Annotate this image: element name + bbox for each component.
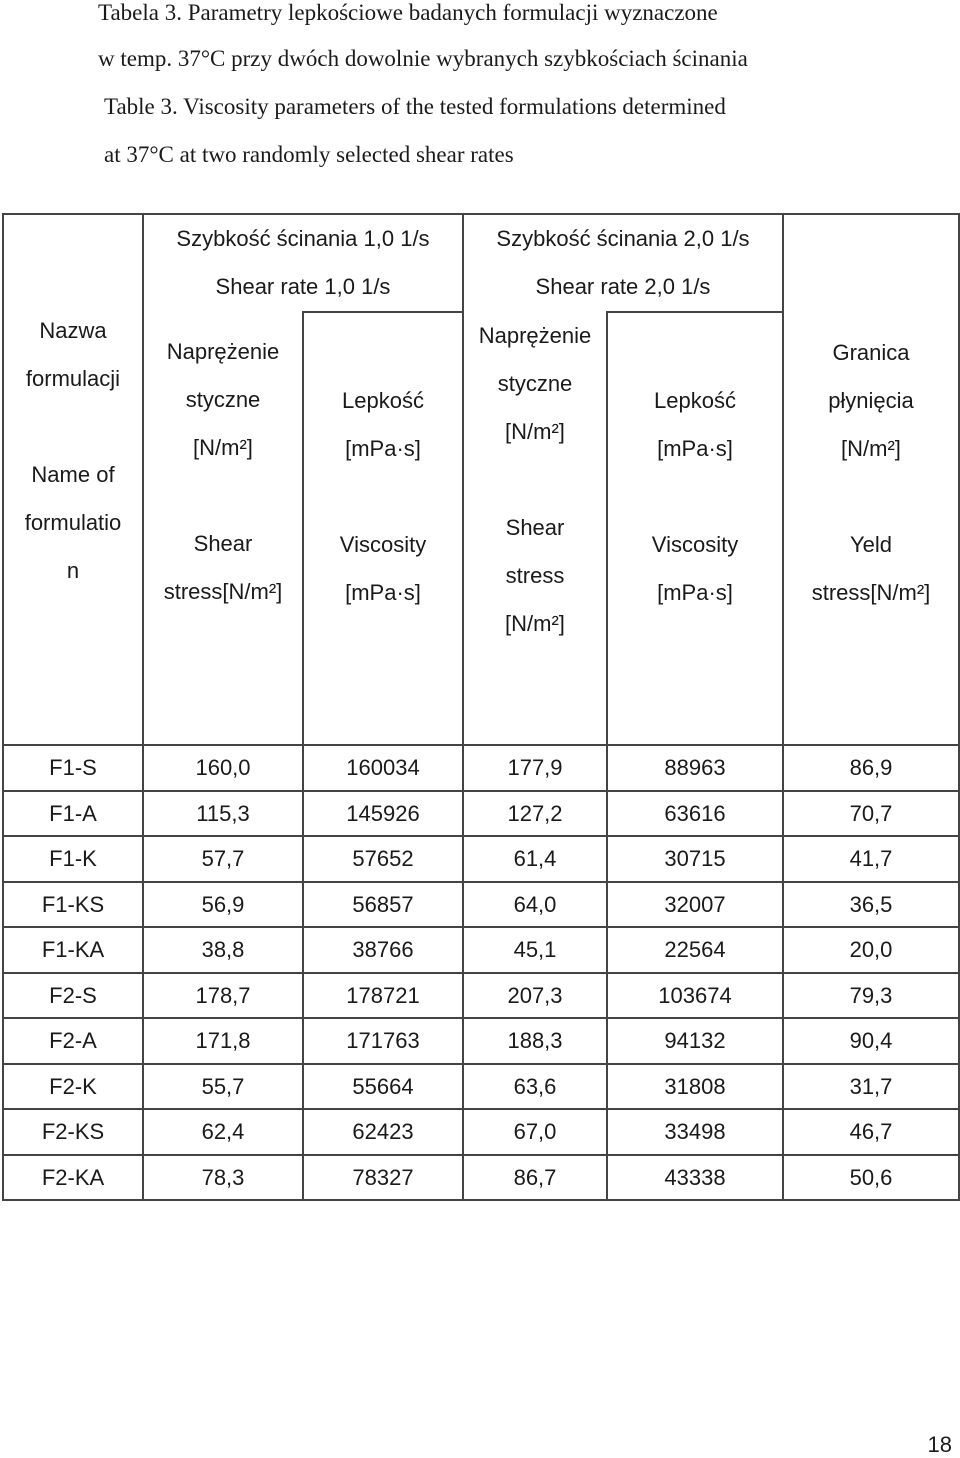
value-cell: 56,9	[143, 882, 303, 928]
header-stress1: Naprężenie styczne [N/m²] Shear stress[N/m²]	[143, 312, 303, 745]
value-cell: 30715	[607, 836, 783, 882]
value-cell: 20,0	[783, 927, 959, 973]
value-cell: 57,7	[143, 836, 303, 882]
table-row	[3, 836, 959, 882]
value-cell: 57652	[303, 836, 463, 882]
formulation-name-cell: F2-K	[3, 1064, 143, 1110]
caption-pl-line2: w temp. 37°C przy dwóch dowolnie wybranych szybkościach ścinania	[98, 46, 748, 71]
table-row	[3, 927, 959, 973]
formulation-name-cell: F1-KS	[3, 882, 143, 928]
value-cell: 62423	[303, 1109, 463, 1155]
value-cell: 90,4	[783, 1018, 959, 1064]
formulation-name-cell: F2-A	[3, 1018, 143, 1064]
value-cell: 38766	[303, 927, 463, 973]
table-row	[3, 1064, 959, 1110]
value-cell: 41,7	[783, 836, 959, 882]
value-cell: 64,0	[463, 882, 607, 928]
value-cell: 63,6	[463, 1064, 607, 1110]
value-cell: 160,0	[143, 745, 303, 791]
header-stress2: Naprężenie styczne [N/m²] Shear stress [N/m²]	[463, 312, 607, 745]
header-visc2: Lepkość [mPa·s] Viscosity [mPa·s]	[607, 312, 783, 745]
formulation-name-cell: F2-KA	[3, 1155, 143, 1201]
caption-pl-line1: Tabela 3. Parametry lepkościowe badanych formulacji wyznaczone	[98, 0, 718, 25]
formulation-name-cell: F1-K	[3, 836, 143, 882]
caption-en-line2: at 37°C at two randomly selected shear rates	[104, 142, 514, 167]
formulation-name-cell: F1-KA	[3, 927, 143, 973]
value-cell: 50,6	[783, 1155, 959, 1201]
table-body	[3, 745, 959, 1200]
value-cell: 79,3	[783, 973, 959, 1019]
value-cell: 188,3	[463, 1018, 607, 1064]
value-cell: 171,8	[143, 1018, 303, 1064]
formulation-name-cell: F1-A	[3, 791, 143, 837]
value-cell: 86,9	[783, 745, 959, 791]
header-yield: Granica płynięcia [N/m²] Yeld stress[N/m²]	[783, 214, 959, 745]
table-row	[3, 791, 959, 837]
value-cell: 33498	[607, 1109, 783, 1155]
page-number: 18	[927, 1432, 952, 1457]
value-cell: 31,7	[783, 1064, 959, 1110]
header-name-col: Nazwa formulacji Name of formulatio n	[3, 214, 143, 745]
value-cell: 62,4	[143, 1109, 303, 1155]
formulation-name-cell: F1-S	[3, 745, 143, 791]
value-cell: 78,3	[143, 1155, 303, 1201]
value-cell: 45,1	[463, 927, 607, 973]
value-cell: 160034	[303, 745, 463, 791]
value-cell: 46,7	[783, 1109, 959, 1155]
value-cell: 36,5	[783, 882, 959, 928]
value-cell: 70,7	[783, 791, 959, 837]
table-row	[3, 1155, 959, 1201]
viscosity-table	[2, 213, 960, 1201]
value-cell: 56857	[303, 882, 463, 928]
value-cell: 55,7	[143, 1064, 303, 1110]
value-cell: 61,4	[463, 836, 607, 882]
value-cell: 171763	[303, 1018, 463, 1064]
value-cell: 177,9	[463, 745, 607, 791]
table-row	[3, 973, 959, 1019]
value-cell: 63616	[607, 791, 783, 837]
table-row	[3, 1018, 959, 1064]
value-cell: 43338	[607, 1155, 783, 1201]
header-rate1: Szybkość ścinania 1,0 1/s Shear rate 1,0 1/s	[143, 214, 463, 312]
value-cell: 22564	[607, 927, 783, 973]
value-cell: 38,8	[143, 927, 303, 973]
table-row	[3, 745, 959, 791]
header-visc1: Lepkość [mPa·s] Viscosity [mPa·s]	[303, 312, 463, 745]
value-cell: 88963	[607, 745, 783, 791]
value-cell: 178721	[303, 973, 463, 1019]
value-cell: 178,7	[143, 973, 303, 1019]
table-row	[3, 882, 959, 928]
formulation-name-cell: F2-KS	[3, 1109, 143, 1155]
value-cell: 55664	[303, 1064, 463, 1110]
value-cell: 127,2	[463, 791, 607, 837]
value-cell: 103674	[607, 973, 783, 1019]
value-cell: 145926	[303, 791, 463, 837]
value-cell: 32007	[607, 882, 783, 928]
header-rate2: Szybkość ścinania 2,0 1/s Shear rate 2,0 1/s	[463, 214, 783, 312]
value-cell: 86,7	[463, 1155, 607, 1201]
value-cell: 207,3	[463, 973, 607, 1019]
value-cell: 31808	[607, 1064, 783, 1110]
caption-en-line1: Table 3. Viscosity parameters of the tested formulations determined	[104, 94, 726, 119]
formulation-name-cell: F2-S	[3, 973, 143, 1019]
value-cell: 94132	[607, 1018, 783, 1064]
table-row	[3, 1109, 959, 1155]
value-cell: 78327	[303, 1155, 463, 1201]
value-cell: 67,0	[463, 1109, 607, 1155]
value-cell: 115,3	[143, 791, 303, 837]
